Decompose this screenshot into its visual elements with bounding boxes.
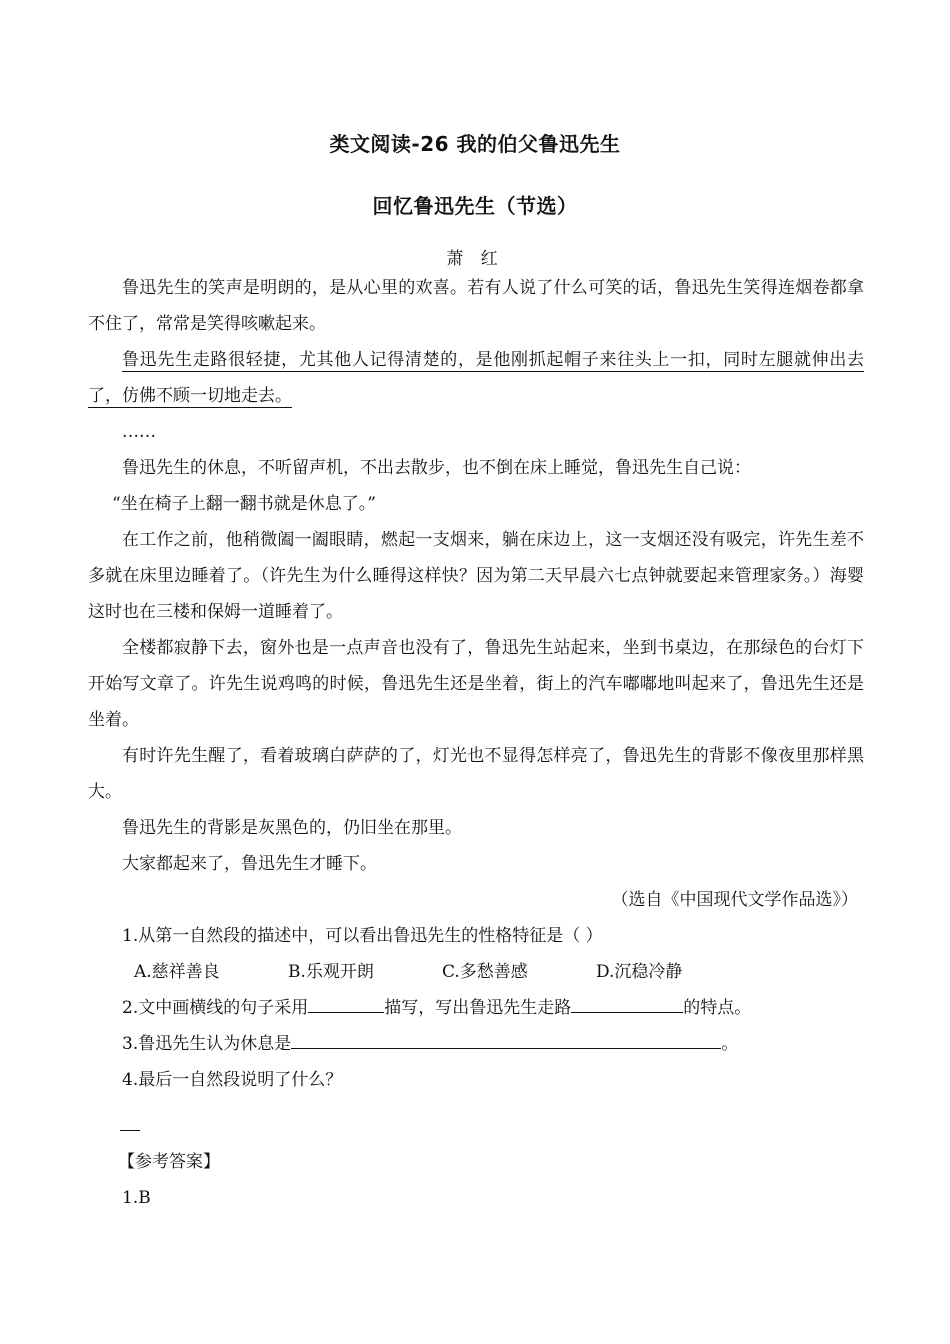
paragraph: 全楼都寂静下去，窗外也是一点声音也没有了，鲁迅先生站起来，坐到书桌边，在那绿色的台灯下开始写文章了。许先生说鸡鸣的时候，鲁迅先生还是坐着，街上的汽车嘟嘟地叫起来了，鲁迅先生还是坐着。: [88, 638, 864, 730]
quote: “坐在椅子上翻一翻书就是休息了。”: [112, 494, 376, 514]
answer-line[interactable]: [120, 1130, 140, 1131]
source-citation: （选自《中国现代文学作品选》）: [611, 890, 858, 910]
question-1: 1.从第一自然段的描述中，可以看出鲁迅先生的性格特征是（ ）: [122, 926, 603, 946]
answer-blank[interactable]: [571, 992, 683, 1013]
question-3-part-a: 3.鲁迅先生认为休息是: [122, 1034, 292, 1054]
paragraph: 大家都起来了，鲁迅先生才睡下。: [122, 854, 377, 874]
option-d: D.沉稳冷静: [596, 962, 683, 982]
underlined-sentence: 鲁迅先生走路很轻捷，尤其他人记得清楚的，是他刚抓起帽子来往头上一扣，同时左腿就伸出去了，仿佛不顾一切地走去。: [88, 350, 864, 406]
answer-heading: 【参考答案】: [118, 1152, 220, 1172]
question-4: 4.最后一自然段说明了什么？: [122, 1070, 343, 1090]
question-2: [88, 990, 864, 1026]
ellipsis: ……: [122, 422, 156, 442]
paragraph: 在工作之前，他稍微阖一阖眼睛，燃起一支烟来，躺在床边上，这一支烟还没有吸完，许先生差不多就在床里边睡着了。（许先生为什么睡得这样快？因为第二天早晨六七点钟就要起来管理家务。）海婴这时也在三楼和保姆一道睡着了。: [88, 530, 864, 622]
paragraph: 鲁迅先生的背影是灰黑色的，仍旧坐在那里。: [122, 818, 462, 838]
option-c: C.多愁善感: [442, 962, 528, 982]
underlined-paragraph: [88, 342, 864, 414]
question-3-part-b: 。: [721, 1034, 739, 1054]
question-3: [88, 1026, 864, 1062]
article-body: [88, 270, 864, 1098]
question-2-part-b: 描写，写出鲁迅先生走路: [384, 998, 572, 1018]
author: 萧 红: [446, 249, 504, 269]
answer-blank[interactable]: [308, 992, 384, 1013]
paragraph: 有时许先生醒了，看着玻璃白萨萨的了，灯光也不显得怎样亮了，鲁迅先生的背影不像夜里那样黑大。: [88, 746, 864, 802]
question-2-part-a: 2.文中画横线的句子采用: [122, 998, 309, 1018]
option-b: B.乐观开朗: [288, 962, 374, 982]
paragraph: 鲁迅先生的休息，不听留声机，不出去散步，也不倒在床上睡觉，鲁迅先生自己说：: [122, 458, 751, 478]
document-title: 类文阅读-26 我的伯父鲁迅先生: [329, 132, 621, 156]
answer-blank[interactable]: [291, 1028, 721, 1049]
question-2-part-c: 的特点。: [683, 998, 752, 1018]
article-title: 回忆鲁迅先生（节选）: [372, 194, 578, 218]
answer-1: 1.B: [122, 1188, 151, 1208]
answer-section: [88, 1144, 864, 1216]
option-a: A.慈祥善良: [134, 962, 220, 982]
paragraph: 鲁迅先生的笑声是明朗的，是从心里的欢喜。若有人说了什么可笑的话，鲁迅先生笑得连烟卷都拿不住了，常常是笑得咳嗽起来。: [88, 278, 864, 334]
question-1-options: [88, 954, 864, 990]
